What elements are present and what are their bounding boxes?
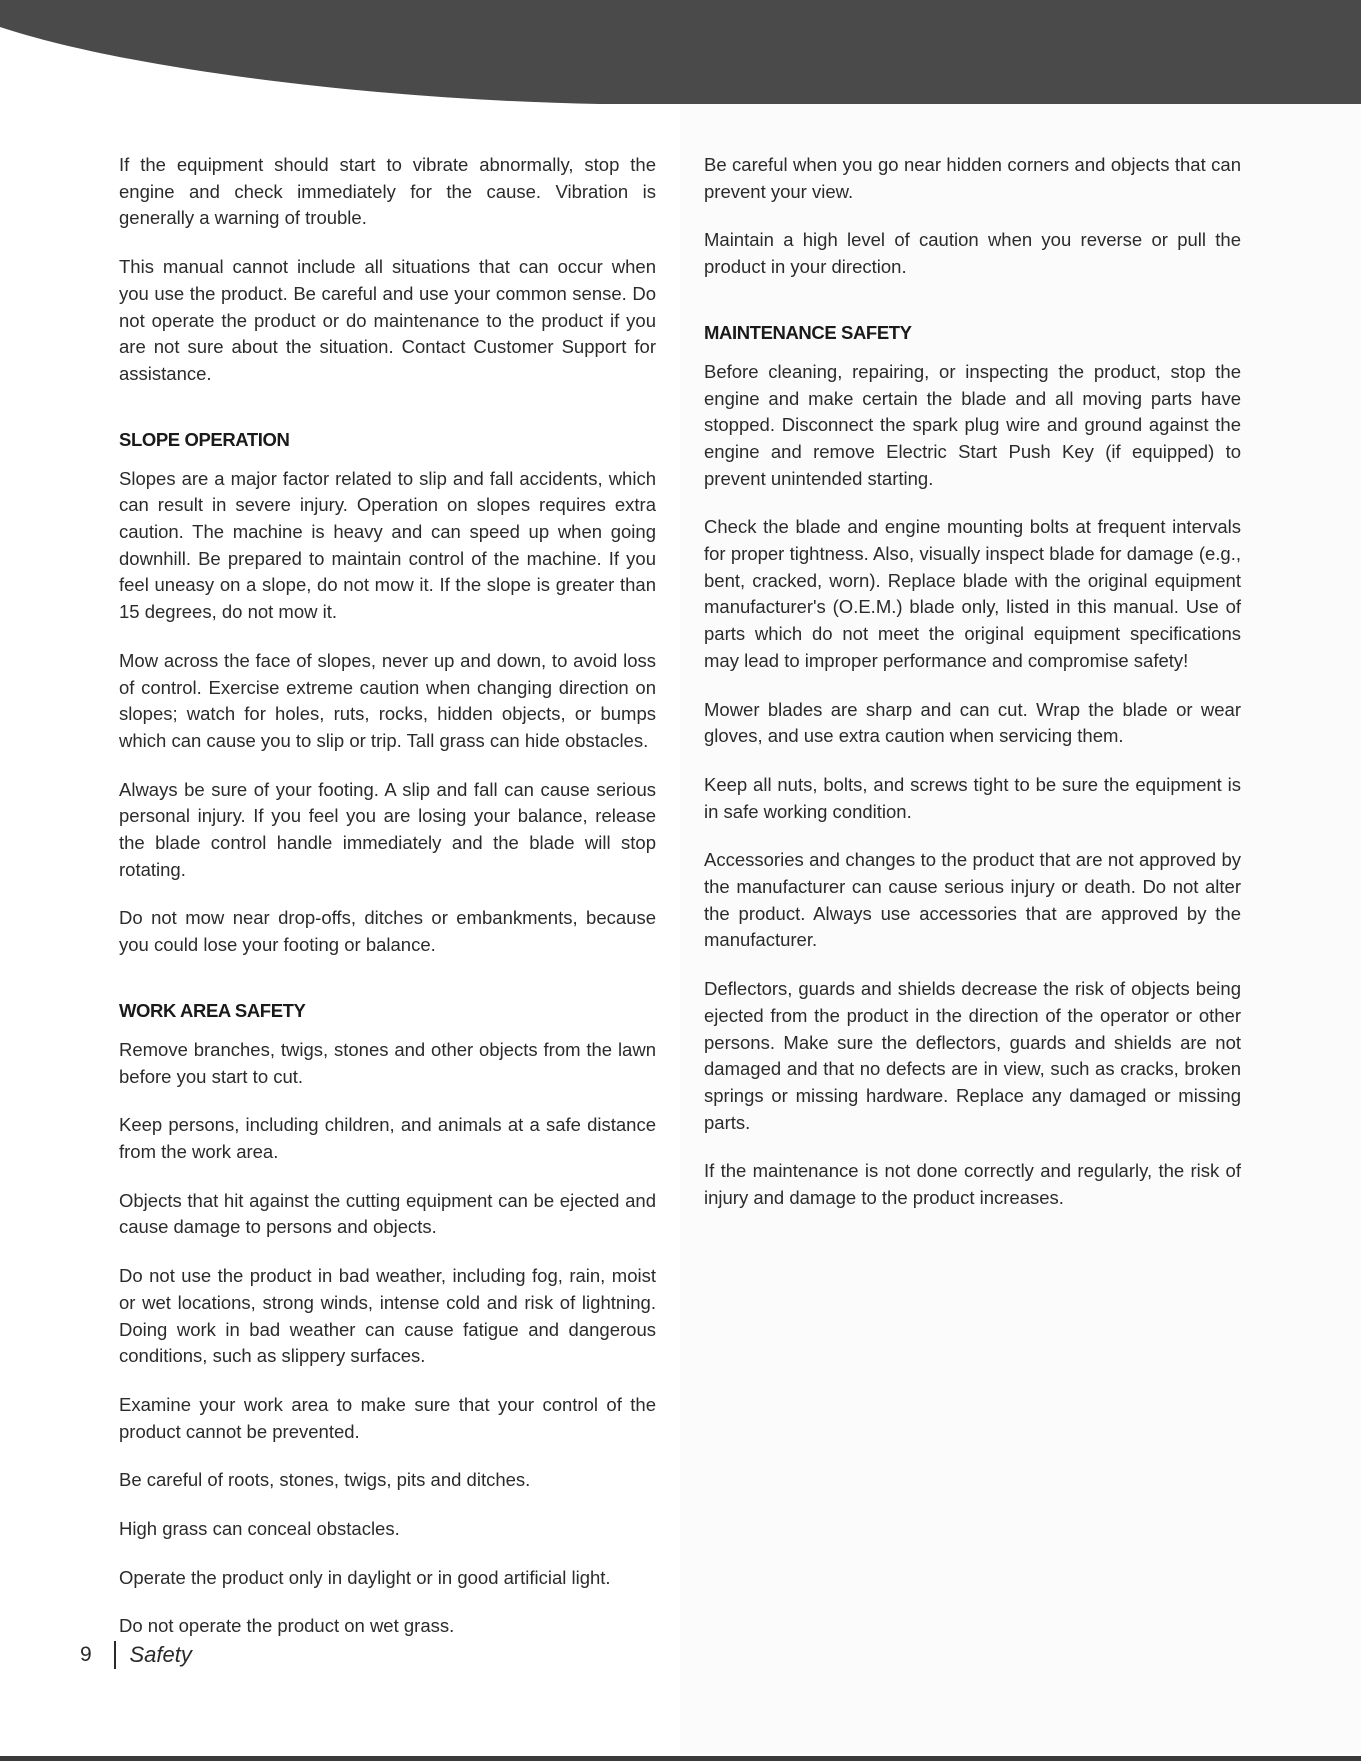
left-column — [119, 152, 656, 1662]
paragraph-bad-weather: Do not use the product in bad weather, including fog, rain, moist or wet locations, strong winds, intense cold and risk of lightning. Doing work in bad weather can cause fatigue and dangerous conditions, such as slippery surfaces. — [119, 1265, 656, 1367]
bottom-edge-rule — [0, 1756, 1361, 1761]
paragraph-before-cleaning: Before cleaning, repairing, or inspecting the product, stop the engine and make certain the blade and all moving parts have stopped. Disconnect the spark plug wire and ground against the engine and remove Electric Start Push Key (if equipped) to prevent unintended starting. — [704, 360, 1241, 489]
header-band — [0, 0, 1361, 110]
paragraph-high-grass: High grass can conceal obstacles. — [119, 1518, 400, 1540]
page-number: 9 — [80, 1643, 92, 1666]
paragraph-maintenance-risk: If the maintenance is not done correctly and regularly, the risk of injury and damage to the product increases. — [704, 1160, 1241, 1209]
paragraph-blades-sharp: Mower blades are sharp and can cut. Wrap the blade or wear gloves, and use extra caution when servicing them. — [704, 698, 1241, 747]
paragraph-objects-ejected: Objects that hit against the cutting equipment can be ejected and cause damage to persons and objects. — [119, 1189, 656, 1238]
paragraph-dropoffs: Do not mow near drop-offs, ditches or embankments, because you could lose your footing or balance. — [119, 907, 656, 956]
section-name: Safety — [129, 1642, 192, 1667]
heading-maintenance-safety: MAINTENANCE SAFETY — [704, 321, 912, 343]
paragraph-wet-grass: Do not operate the product on wet grass. — [119, 1615, 455, 1637]
paragraph-daylight: Operate the product only in daylight or in good artificial light. — [119, 1566, 611, 1588]
paragraph-remove-branches: Remove branches, twigs, stones and other objects from the lawn before you start to cut. — [119, 1038, 656, 1087]
heading-slope-operation: SLOPE OPERATION — [119, 428, 290, 450]
paragraph-examine-area: Examine your work area to make sure that your control of the product cannot be prevented. — [119, 1393, 656, 1442]
paragraph-reverse: Maintain a high level of caution when you reverse or pull the product in your direction. — [704, 229, 1241, 278]
paragraph-slopes-factor: Slopes are a major factor related to slip and fall accidents, which can result in severe injury. Operation on slopes requires extra caution. The machine is heavy and can speed up when going downhill. Be prepared to maintain control of the machine. If you feel uneasy on a slope, do not mow it. If the slope is greater than 15 degrees, do not mow it. — [119, 467, 656, 623]
paragraph-nuts-bolts: Keep all nuts, bolts, and screws tight to be sure the equipment is in safe working condition. — [704, 773, 1241, 822]
paragraph-vibration: If the equipment should start to vibrate abnormally, stop the engine and check immediately for the cause. Vibration is generally a warning of trouble. — [119, 154, 656, 229]
paragraph-hidden-corners: Be careful when you go near hidden corners and objects that can prevent your view. — [704, 154, 1241, 202]
header-curve — [0, 0, 1361, 104]
footer-divider — [114, 1641, 116, 1669]
paragraph-footing: Always be sure of your footing. A slip and fall can cause serious personal injury. If you feel you are losing your balance, release the blade control handle immediately and the blade will stop rotating. — [119, 778, 656, 880]
right-column — [704, 152, 1241, 1234]
paragraph-deflectors: Deflectors, guards and shields decrease the risk of objects being ejected from the product in the direction of the operator or other persons. Make sure the deflectors, guards and shields are not damaged and that no defects are in view, such as cracks, broken springs or missing hardware. Replace any damaged or missing parts. — [704, 978, 1241, 1133]
paragraph-mow-across: Mow across the face of slopes, never up and down, to avoid loss of control. Exercise extreme caution when changing direction on slopes; watch for holes, ruts, rocks, hidden objects, or bumps which can cause you to slip or trip. Tall grass can hide obstacles. — [119, 649, 656, 751]
paragraph-check-blade: Check the blade and engine mounting bolts at frequent intervals for proper tightness. Also, visually inspect blade for damage (e.g., bent, cracked, worn). Replace blade with the original equipment manufacturer's (O.E.M.) blade only, listed in this manual. Use of parts which do not meet the original equipment specifications may lead to improper performance and compromise safety! — [704, 516, 1241, 671]
paragraph-manual-limits: This manual cannot include all situations that can occur when you use the product. Be careful and use your common sense. Do not operate the product or do maintenance to the product if you are not sure about the situation. Contact Customer Support for assistance. — [119, 256, 656, 384]
heading-work-area-safety: WORK AREA SAFETY — [119, 999, 306, 1021]
paragraph-roots: Be careful of roots, stones, twigs, pits and ditches. — [119, 1469, 531, 1491]
paragraph-keep-persons: Keep persons, including children, and animals at a safe distance from the work area. — [119, 1114, 656, 1162]
page-footer — [80, 1640, 192, 1670]
paragraph-accessories: Accessories and changes to the product that are not approved by the manufacturer can cause serious injury or death. Do not alter the product. Always use accessories that are approved by the manufacturer. — [704, 849, 1241, 951]
